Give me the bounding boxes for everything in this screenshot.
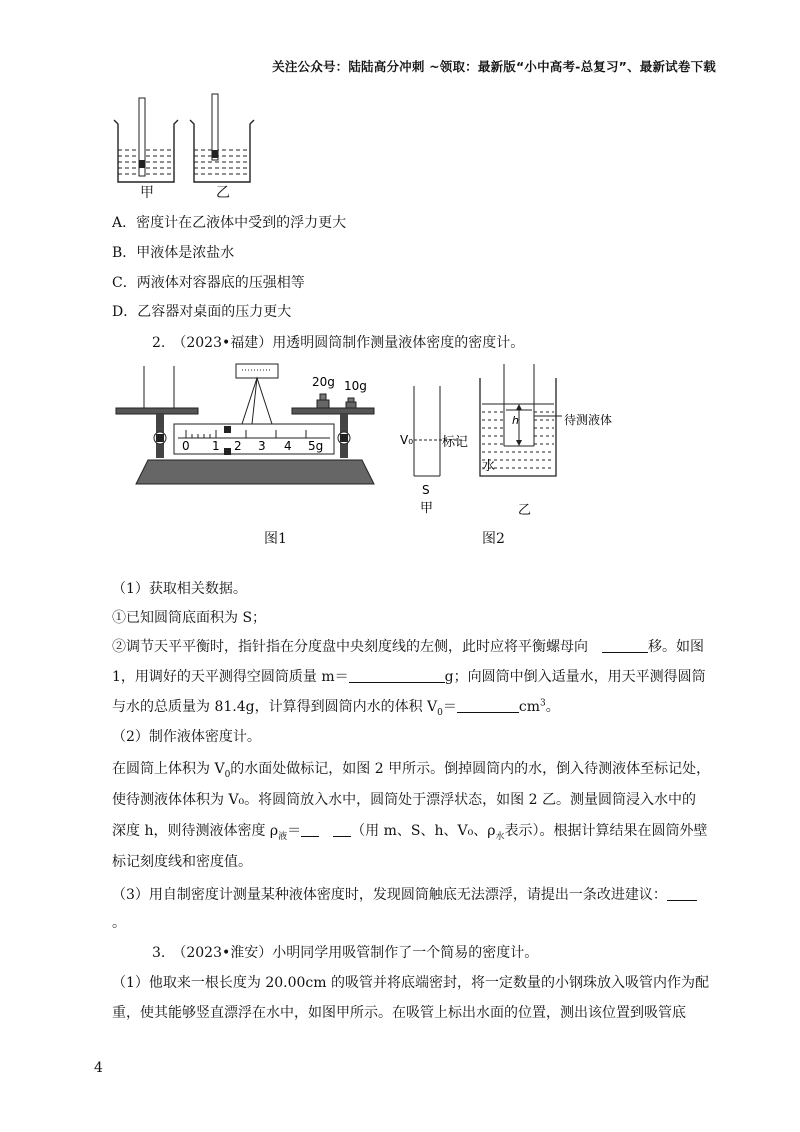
- blank-density: [333, 822, 351, 837]
- q2-l6: （2）制作液体密度计。: [112, 729, 261, 745]
- label-s: S: [422, 483, 430, 497]
- beam-label-4: 4: [284, 439, 292, 453]
- q3-title: 3. （2023•淮安）小明同学用吸管制作了一个简易的密度计。: [152, 945, 539, 961]
- label-h: h: [512, 414, 519, 427]
- beaker-jia: [114, 98, 178, 182]
- label-v0: V₀: [400, 433, 414, 447]
- beam-label-2: 2: [234, 439, 242, 453]
- beaker-yi: [190, 94, 254, 182]
- blank-mass: [349, 668, 445, 683]
- weight-20g: [317, 394, 329, 408]
- beam-label-1: 1: [212, 439, 220, 453]
- label-jia: 甲: [140, 185, 154, 201]
- q2-l8: 使待测液体体积为 V₀。将圆筒放入水中，圆筒处于漂浮状态，如图 2 乙。测量圆筒浸入水中的: [112, 792, 696, 808]
- label-yi: 乙: [216, 185, 230, 201]
- page-header: 关注公众号：陆陆高分冲刺 ~领取：最新版“小中高考-总复习”、最新试卷下载: [272, 59, 716, 74]
- label-liquid: 待测液体: [564, 413, 613, 427]
- label-10g: 10g: [344, 379, 367, 393]
- option-d: D．乙容器对桌面的压力更大: [112, 304, 292, 320]
- q2-l4: 1，用调好的天平测得空圆筒质量 m＝ g；向圆筒中倒入适量水，用天平测得圆筒: [112, 669, 706, 685]
- label-fig2-jia: 甲: [420, 501, 434, 516]
- cylinder-jia: [414, 386, 462, 476]
- q2-l9: 深度 h，则待测液体密度 $\rho_液=$ （用 m、S、h、V₀、$\rho_水$表示）。根据计算结果在圆筒外壁: [112, 823, 708, 842]
- q2-title: 2. （2023•福建）用透明圆筒制作测量液体密度的密度计。: [152, 335, 525, 351]
- label-mark: 标记: [442, 435, 469, 450]
- caption-fig1: 图1: [264, 531, 287, 547]
- option-b: B．甲液体是浓盐水: [112, 245, 235, 261]
- q2-l11: （3）用自制密度计测量某种液体密度时，发现圆筒触底无法漂浮，请提出一条改进建议：: [112, 884, 697, 904]
- label-fig2-yi: 乙: [518, 503, 532, 518]
- q3-l1: （1）他取来一根长度为 20.00cm 的吸管并将底端密封，将一定数量的小钢珠放入吸管内作为配: [112, 975, 710, 991]
- blank-suggestion: [667, 886, 697, 901]
- q2-l7: 在圆筒上体积为 $V_0$的水面处做标记，如图 2 甲所示。倒掉圆筒内的水，倒入待测液体至标记处，: [112, 761, 711, 780]
- blank-volume: [457, 698, 519, 713]
- beam-label-0: 0: [182, 439, 190, 453]
- q2-l1: （1）获取相关数据。: [112, 581, 247, 597]
- beam-label-3: 3: [258, 439, 266, 453]
- cylinder-figure: [400, 358, 613, 518]
- balance-figure: [112, 358, 402, 492]
- option-a: A．密度计在乙液体中受到的浮力更大: [112, 215, 347, 231]
- blank-direction: [602, 638, 648, 653]
- weight-10g: [346, 398, 356, 408]
- q2-l5: 与水的总质量为 81.4g，计算得到圆筒内水的体积 $V_0= cm^3$。: [112, 698, 560, 718]
- q3-l2: 重，使其能够竖直漂浮在水中，如图甲所示。在吸管上标出水面的位置，测出该位置到吸管底: [112, 1005, 686, 1021]
- q2-l2: ①已知圆筒底面积为 S；: [112, 610, 267, 626]
- option-c: C．两液体对容器底的压强相等: [112, 275, 305, 291]
- q2-l10: 标记刻度线和密度值。: [112, 854, 252, 870]
- beaker-figure: [104, 92, 264, 200]
- label-water: 水: [482, 459, 496, 474]
- beam-label-5g: 5g: [308, 439, 324, 453]
- label-20g: 20g: [312, 375, 335, 389]
- caption-fig2: 图2: [482, 531, 505, 547]
- page-number: 4: [94, 1060, 103, 1076]
- q2-l12: 。: [112, 915, 126, 931]
- q2-l3: ②调节天平平衡时，指针指在分度盘中央刻度线的左侧，此时应将平衡螺母向 移。如图: [112, 639, 704, 655]
